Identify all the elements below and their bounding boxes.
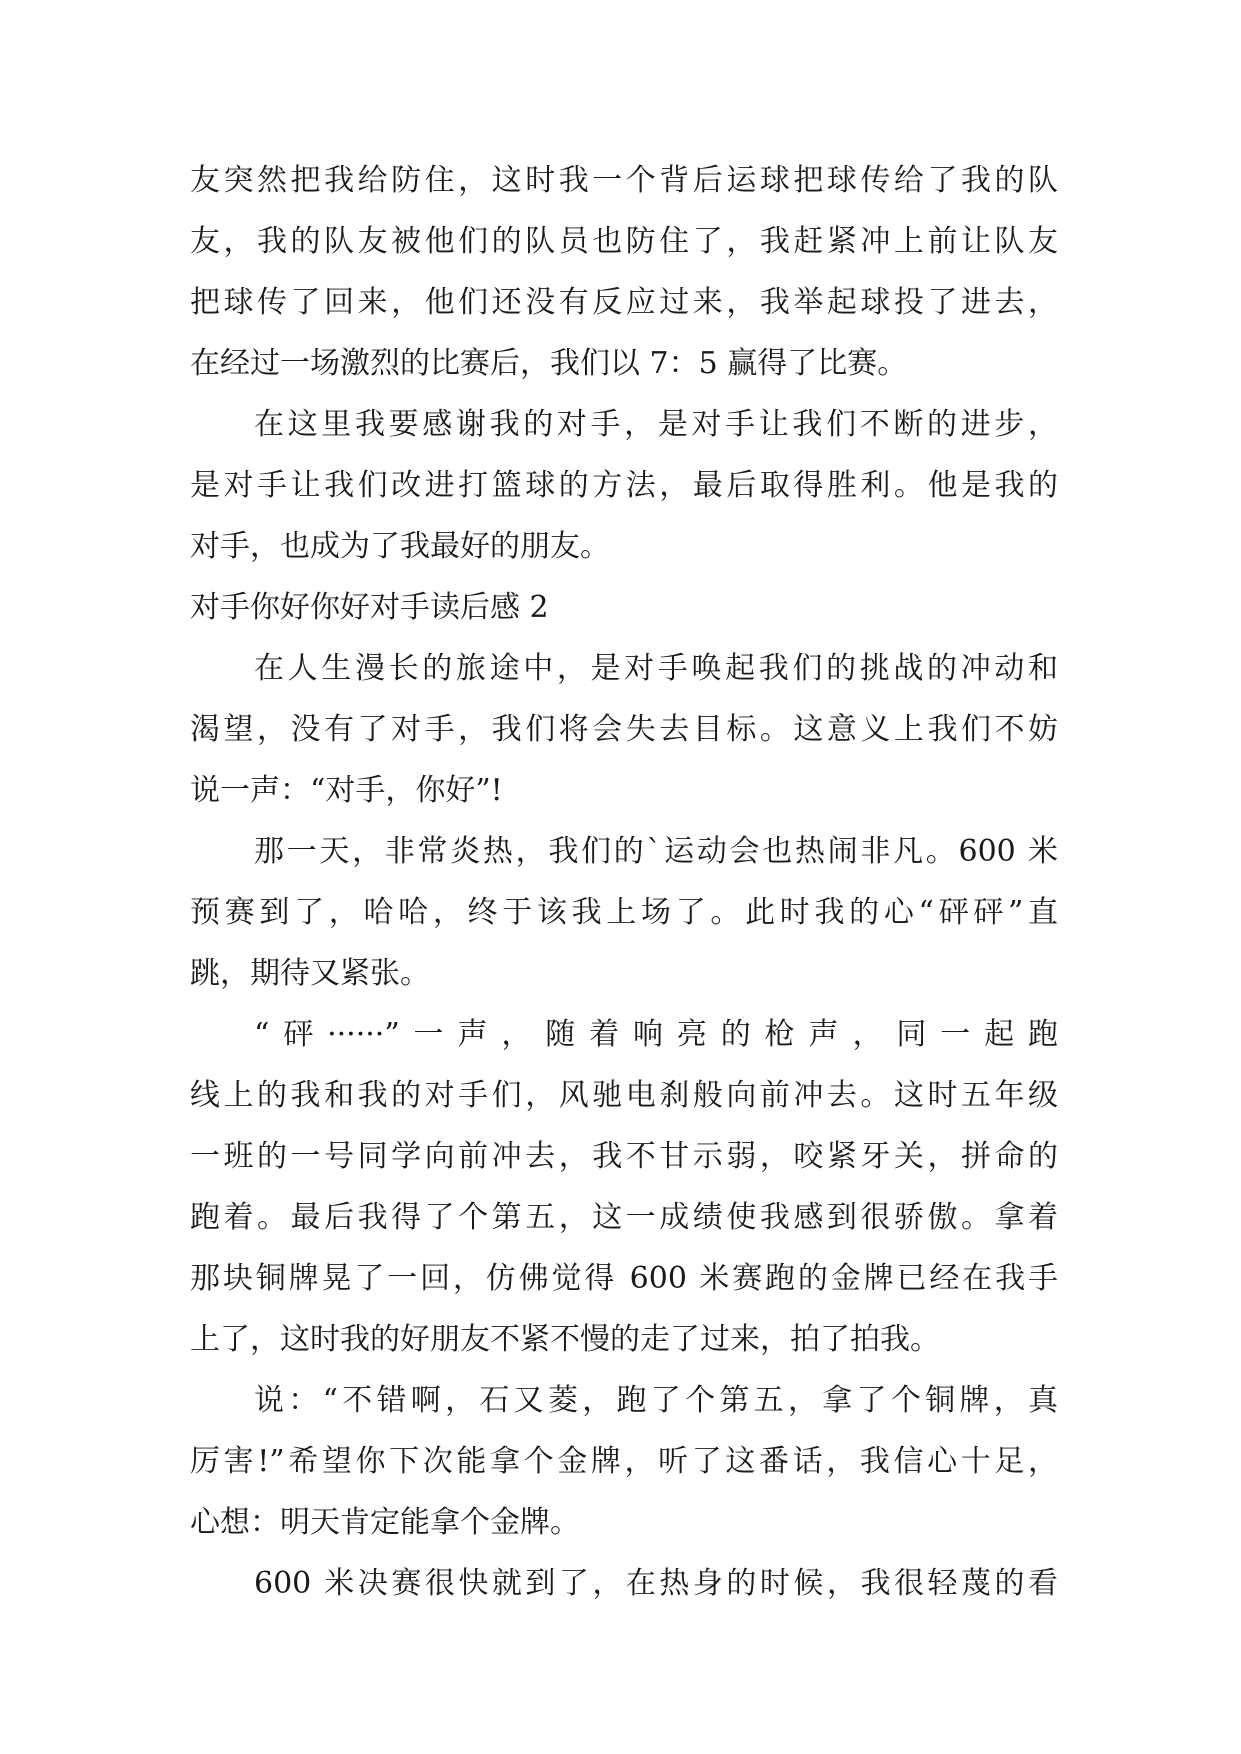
text-line: 友突然把我给防住，这时我一个背后运球把球传给了我的队 <box>190 163 1058 198</box>
text-line: 把球传了回来，他们还没有反应过来，我举起球投了进去， <box>190 285 1058 320</box>
text-line: 线上的我和我的对手们，风驰电刹般向前冲去。这时五年级 <box>190 1078 1058 1113</box>
text-line: 那一天，非常炎热，我们的`运动会也热闹非凡。600 米 <box>254 834 1058 869</box>
text-line: 说一声：“对手，你好”! <box>190 773 503 808</box>
text-line: 600 米决赛很快就到了，在热身的时候，我很轻蔑的看 <box>254 1566 1058 1601</box>
document-page <box>190 150 1058 1614</box>
section-heading: 对手你好你好对手读后感 2 <box>190 590 549 625</box>
text-line: “砰······”一声，随着响亮的枪声，同一起跑 <box>254 1017 1058 1052</box>
text-line: 心想：明天肯定能拿个金牌。 <box>190 1505 580 1540</box>
text-line: 在这里我要感谢我的对手，是对手让我们不断的进步， <box>254 407 1058 442</box>
text-line: 说：“不错啊，石又菱，跑了个第五，拿了个铜牌，真 <box>254 1383 1058 1418</box>
text-line: 友，我的队友被他们的队员也防住了，我赶紧冲上前让队友 <box>190 224 1058 259</box>
text-line: 对手，也成为了我最好的朋友。 <box>190 529 610 564</box>
text-line: 上了，这时我的好朋友不紧不慢的走了过来，拍了拍我。 <box>190 1322 940 1357</box>
text-line: 是对手让我们改进打篮球的方法，最后取得胜利。他是我的 <box>190 468 1058 503</box>
text-line: 跑着。最后我得了个第五，这一成绩使我感到很骄傲。拿着 <box>190 1200 1058 1235</box>
text-line: 在人生漫长的旅途中，是对手唤起我们的挑战的冲动和 <box>254 651 1058 686</box>
text-line: 那块铜牌晃了一回，仿佛觉得 600 米赛跑的金牌已经在我手 <box>190 1261 1058 1296</box>
text-line: 在经过一场激烈的比赛后，我们以 7：5 赢得了比赛。 <box>190 346 908 381</box>
text-line: 厉害!”希望你下次能拿个金牌，听了这番话，我信心十足， <box>190 1444 1058 1479</box>
text-line: 跳，期待又紧张。 <box>190 956 430 991</box>
text-line: 渴望，没有了对手，我们将会失去目标。这意义上我们不妨 <box>190 712 1058 747</box>
text-line: 一班的一号同学向前冲去，我不甘示弱，咬紧牙关，拼命的 <box>190 1139 1058 1174</box>
text-line: 预赛到了，哈哈，终于该我上场了。此时我的心“砰砰”直 <box>190 895 1058 930</box>
